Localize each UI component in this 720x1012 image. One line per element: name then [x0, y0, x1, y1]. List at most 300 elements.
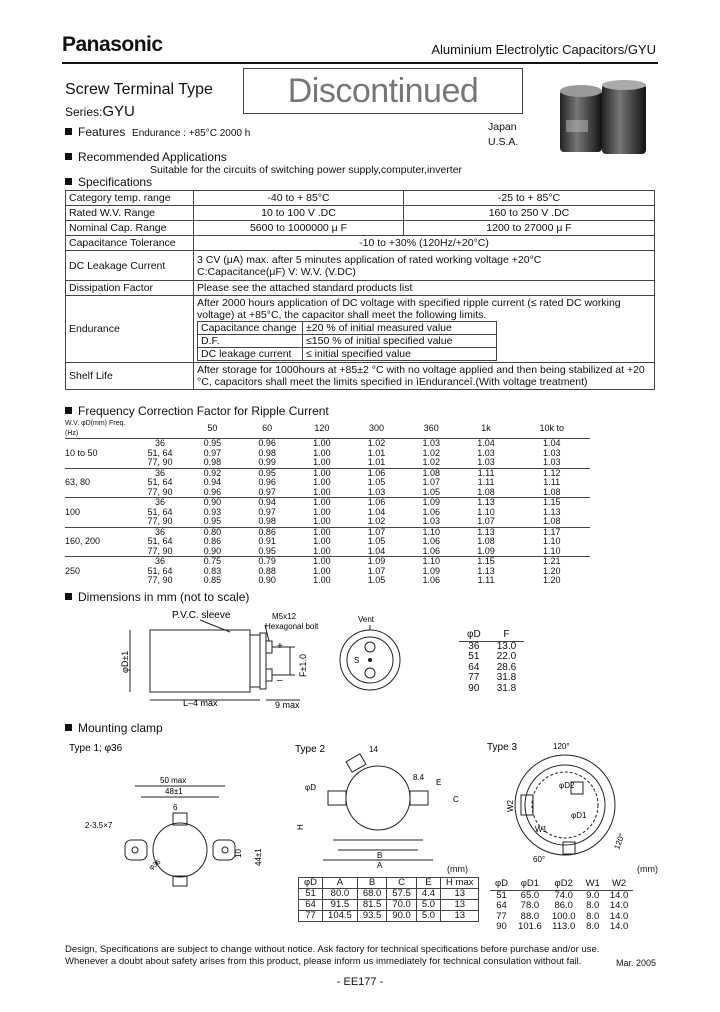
frequency-cell: 0.99: [258, 457, 276, 467]
frequency-cell: 1.07: [367, 565, 386, 576]
type3-outer-ring: [515, 755, 615, 855]
clamp-header: B: [357, 878, 387, 889]
frequency-cell: 1.03: [422, 438, 441, 448]
dimension-drawing: [120, 605, 450, 710]
footer-line2: Whenever a doubt about safety arises from this product, please inform us immediately for technical consulation without fail.: [65, 956, 582, 967]
terminal-bottom: [266, 669, 272, 681]
spec-row: [66, 281, 655, 296]
type1-hole-label: 2-3.5×7: [85, 821, 113, 830]
origin-usa: U.S.A.: [488, 136, 519, 148]
type-title: Screw Terminal Type: [65, 81, 213, 98]
spec-row: [66, 206, 655, 221]
frequency-header-row: [65, 419, 590, 439]
type2-dim-14: 14: [369, 745, 378, 754]
frequency-wv: [65, 498, 135, 508]
frequency-cell: 1.05: [422, 486, 441, 497]
clamp-type2-table: [298, 877, 479, 922]
frequency-cell: 1.02: [422, 457, 441, 467]
type1-dim-48: 48±1: [165, 787, 183, 796]
footer-date: Mar. 2005: [615, 958, 656, 968]
clamp-cell: 68.0: [357, 889, 387, 900]
frequency-cell: 1.00: [313, 447, 331, 458]
frequency-cell: 0.92: [185, 468, 240, 478]
frequency-row: [65, 576, 590, 586]
dimension-cell: 90: [468, 682, 480, 694]
type2-dim-84: 8.4: [413, 773, 425, 782]
spec-value: [194, 296, 655, 363]
spec-value: -40 to + 85°C: [194, 191, 404, 206]
type3-w2-label: W2: [506, 800, 515, 812]
frequency-cell: 1.03: [422, 516, 441, 526]
dimension-cell: 31.8: [496, 682, 517, 694]
discontinued-stamp: Discontinued: [243, 68, 523, 114]
clamp2-unit: (mm): [447, 864, 468, 874]
dimension-cell: 77: [468, 672, 480, 683]
clamp-cell: 13: [441, 911, 479, 922]
dc-leakage-line2: C:Capacitance(μF) V: W.V. (V.DC): [197, 265, 356, 278]
frequency-cell: 0.98: [258, 447, 276, 458]
frequency-dia: 51, 64: [147, 506, 173, 517]
clamp-row: [299, 889, 479, 900]
frequency-cell: 1.09: [404, 498, 459, 508]
clamp-header: φD: [299, 878, 323, 889]
frequency-cell: 1.02: [422, 447, 441, 458]
type3-angle-a: 120°: [553, 742, 570, 751]
frequency-cell: 1.08: [542, 486, 561, 497]
clamp-cell: 70.0: [387, 900, 417, 911]
clamp-cell: 8.0: [586, 900, 600, 911]
frequency-cell: 1.00: [313, 477, 331, 487]
dimension-cell: 64: [468, 661, 480, 673]
f-tolerance-label: F±1.0: [298, 654, 308, 677]
frequency-dia: 36: [135, 527, 185, 537]
frequency-dia: 36: [135, 498, 185, 508]
type3-w1-label: W1: [535, 825, 547, 834]
frequency-cell: 1.11: [543, 477, 561, 487]
dimension-cell: 13.0: [496, 640, 517, 652]
frequency-cell: 1.07: [349, 527, 404, 537]
frequency-cell: 1.04: [367, 545, 386, 556]
frequency-col-header: 120: [294, 419, 349, 439]
frequency-cell: 1.04: [367, 506, 386, 517]
frequency-dia: 36: [135, 468, 185, 478]
clamp-cell: 65.0: [520, 889, 540, 901]
clamp-header-row: [299, 878, 479, 889]
frequency-dia: 77, 90: [147, 486, 173, 497]
clamp-cell: 51: [299, 889, 323, 900]
frequency-cell: 1.09: [349, 557, 404, 567]
frequency-wv: 250: [65, 565, 81, 576]
frequency-dia: 36: [154, 438, 165, 448]
spec-label: Capacitance Tolerance: [66, 236, 194, 251]
series-line: [65, 103, 135, 120]
frequency-col-header: 60: [240, 419, 295, 439]
dimension-cell: 22.0: [496, 651, 517, 662]
endurance-value: ±20 % of initial measured value: [303, 322, 497, 335]
spec-label: Nominal Cap. Range: [66, 221, 194, 236]
frequency-cell: 1.10: [542, 536, 561, 546]
clamp-cell: 8.0: [586, 910, 600, 922]
frequency-cell: 1.05: [367, 536, 386, 546]
clamp-header: φD: [490, 879, 513, 890]
applications-text: Suitable for the circuits of switching power supply,computer,inverter: [150, 164, 463, 176]
frequency-cell: 1.00: [313, 506, 331, 517]
frequency-col-header: 10k to: [513, 419, 590, 439]
frequency-cell: 1.06: [422, 545, 441, 556]
bullet-square-icon: [65, 178, 72, 185]
endurance-item: D.F.: [198, 335, 303, 348]
endurance-item: DC leakage current: [198, 348, 303, 361]
frequency-cell: 1.04: [542, 438, 561, 448]
frequency-cell: 1.04: [477, 438, 495, 448]
frequency-cell: 1.02: [367, 516, 386, 526]
features-heading: [65, 125, 250, 139]
clamp-header: W2: [605, 879, 634, 890]
frequency-cell: 0.95: [240, 468, 295, 478]
clamp-header-row: [490, 879, 633, 890]
spec-label: Rated W.V. Range: [66, 206, 194, 221]
frequency-cell: 0.90: [185, 498, 240, 508]
type3-d1-label: φD1: [571, 811, 587, 820]
clamp-row: [299, 900, 479, 911]
terminal-top: [266, 641, 272, 653]
spec-row: [66, 363, 655, 390]
spec-label: Category temp. range: [66, 191, 194, 206]
clamp-header: φD2: [547, 879, 581, 890]
dimension-table: [459, 630, 524, 694]
clamp-cell: 64: [299, 900, 323, 911]
clamp-type3-table: [490, 879, 633, 933]
bullet-square-icon: [65, 724, 72, 731]
specifications-table: [65, 190, 655, 390]
clamp-type2-drawing: [293, 740, 463, 870]
spec-label: Dissipation Factor: [66, 281, 194, 296]
frequency-cell: 1.08: [477, 486, 495, 497]
frequency-row: [65, 439, 590, 449]
clamp-header: φD1: [513, 879, 547, 890]
frequency-cell: 1.05: [367, 477, 386, 487]
type2-b-label: B: [377, 851, 383, 860]
type1-dim-10: 10: [234, 849, 243, 858]
frequency-cell: 1.06: [349, 498, 404, 508]
type3-d2-label: φD2: [559, 781, 575, 790]
phi-d-label: φD±1: [120, 650, 130, 673]
frequency-cell: 1.00: [313, 545, 331, 556]
s-mark: S: [354, 656, 360, 665]
frequency-cell: 1.00: [294, 527, 349, 537]
clamp-cell: 113.0: [552, 921, 576, 932]
frequency-cell: 1.00: [294, 557, 349, 567]
frequency-col-header: 50: [185, 419, 240, 439]
type1-ring: [153, 823, 207, 877]
spec-row: [66, 191, 655, 206]
clamp-cell: 14.0: [609, 921, 629, 932]
type3-angle-60: 60°: [533, 855, 546, 864]
clamp-cell: 100.0: [551, 910, 576, 922]
frequency-cell: 0.98: [258, 516, 276, 526]
clamp-cell: 14.0: [609, 889, 629, 901]
frequency-cell: 1.00: [313, 536, 331, 546]
footer-line1: Design, Specifications are subject to change without notice. Ask factory for technical specifications before purchase and/or use.: [65, 944, 600, 955]
clamp-type3-drawing: [485, 740, 655, 875]
frequency-label: Frequency Correction Factor for Ripple Current: [78, 404, 329, 418]
frequency-cell: 1.06: [349, 468, 404, 478]
spec-row: [66, 221, 655, 236]
frequency-row: [65, 458, 590, 468]
frequency-wv: 160, 200: [65, 536, 101, 546]
frequency-cell: 1.03: [367, 486, 386, 497]
frequency-cell: 0.98: [203, 457, 222, 467]
frequency-row: [65, 498, 590, 508]
clamp3-unit: (mm): [637, 864, 658, 874]
frequency-cell: 0.97: [258, 506, 276, 517]
clamp-header: E: [416, 878, 440, 889]
type3-label: Type 3: [487, 742, 518, 753]
spec-value: After storage for 1000hours at +85±2 °C with no voltage applied and then being stabilized at +20 °C, capacitors shall meet the limits specified in ìEnduranceî.(With voltage treatment): [194, 363, 655, 390]
spec-row: [66, 251, 655, 281]
frequency-cell: 1.13: [459, 527, 514, 537]
clamp-type1-drawing: [65, 740, 265, 890]
frequency-cell: 0.95: [203, 516, 222, 526]
clamp-row: [490, 901, 633, 912]
dc-leakage-line1: 3 CV (μA) max. after 5 minutes application of rated working voltage +20°C: [197, 253, 542, 266]
frequency-cell: 1.17: [513, 527, 590, 537]
dimension-cell: 28.6: [496, 661, 517, 673]
frequency-col-header: 1k: [459, 419, 514, 439]
frequency-cell: 1.06: [422, 536, 441, 546]
frequency-cell: 0.85: [203, 575, 222, 585]
frequency-cell: 1.03: [542, 457, 561, 467]
dimension-header: φD: [459, 630, 489, 641]
frequency-cell: 0.91: [258, 536, 276, 546]
type1-dim-6: 6: [173, 803, 178, 812]
clamp-cell: 101.6: [518, 921, 542, 932]
frequency-wv: [65, 517, 135, 527]
dimension-header-row: [459, 630, 524, 641]
frequency-cell: 0.95: [203, 438, 222, 448]
specifications-label: Specifications: [78, 175, 153, 189]
frequency-cell: 0.96: [258, 477, 276, 487]
features-text: Endurance : +85°C 2000 h: [132, 128, 251, 139]
clamp-cell: 51: [496, 889, 507, 901]
applications-label: Recommended Applications: [78, 150, 227, 164]
series-name: GYU: [102, 103, 135, 120]
frequency-wv: [65, 439, 135, 449]
mounting-label: Mounting clamp: [78, 721, 163, 735]
bullet-square-icon: [65, 153, 72, 160]
frequency-row: [65, 488, 590, 498]
frequency-cell: 1.00: [313, 457, 331, 467]
origin-list: [488, 120, 518, 150]
mounting-heading: [65, 721, 163, 735]
footer-notice: [65, 944, 599, 968]
specifications-heading: [65, 175, 152, 189]
capacitor-photo: [552, 80, 652, 160]
frequency-col-header: 360: [404, 419, 459, 439]
frequency-dia: 77, 90: [147, 575, 173, 585]
pvc-sleeve-label: P.V.C. sleeve: [172, 610, 231, 621]
clamp-cell: 5.0: [416, 900, 440, 911]
frequency-cell: 1.08: [477, 536, 495, 546]
frequency-cell: 1.00: [313, 438, 331, 448]
clamp-cell: 86.0: [554, 900, 573, 911]
dimension-row: [459, 652, 524, 663]
frequency-dia: 77, 90: [147, 545, 173, 556]
endurance-limits-table: [197, 321, 497, 361]
frequency-wv: [65, 576, 135, 586]
page-number: - EE177 -: [336, 976, 384, 988]
frequency-cell: 1.12: [513, 468, 590, 478]
frequency-cell: 0.86: [203, 536, 222, 546]
frequency-cell: 0.93: [203, 506, 222, 517]
clamp-header: H max: [441, 878, 479, 889]
frequency-cell: 0.97: [203, 447, 222, 458]
frequency-cell: 1.01: [367, 447, 386, 458]
capacitor-body-outline: [150, 630, 250, 692]
frequency-cell: 0.83: [203, 565, 222, 576]
clamp-cell: 9.0: [586, 889, 600, 901]
frequency-cell: 1.10: [404, 527, 459, 537]
frequency-cell: 1.00: [313, 575, 331, 585]
origin-japan: Japan: [488, 121, 517, 133]
bullet-square-icon: [65, 593, 72, 600]
endurance-value: ≤ initial specified value: [303, 348, 497, 361]
frequency-cell: 1.06: [422, 506, 441, 517]
document-title: Aluminium Electrolytic Capacitors/GYU: [431, 42, 656, 57]
frequency-cell: 1.13: [477, 565, 495, 576]
dimensions-heading: [65, 590, 249, 604]
clamp-cell: 14.0: [609, 910, 629, 922]
type1-dim-50: 50 max: [160, 776, 187, 785]
frequency-cell: 1.11: [459, 468, 514, 478]
clamp-header: C: [387, 878, 417, 889]
bullet-square-icon: [65, 407, 72, 414]
frequency-cell: 0.75: [185, 557, 240, 567]
frequency-cell: 1.02: [367, 438, 386, 448]
applications-heading: [65, 150, 227, 164]
frequency-cell: 1.03: [542, 447, 561, 458]
frequency-cell: 0.80: [185, 527, 240, 537]
series-label: Series:: [65, 105, 103, 119]
clamp-cell: 90: [496, 921, 507, 932]
frequency-row: [65, 557, 590, 567]
frequency-dia: 51, 64: [147, 447, 173, 458]
frequency-cell: 0.96: [203, 486, 222, 497]
hex-bolt-label: Hexagonal bolt: [265, 622, 319, 631]
endurance-value: ≤150 % of initial specified value: [303, 335, 497, 348]
frequency-col-header: 300: [349, 419, 404, 439]
clamp-cell: 80.0: [323, 889, 358, 900]
type3-angle-b: 120°: [612, 832, 627, 851]
bolt-label: M5x12: [272, 612, 297, 621]
frequency-row: [65, 517, 590, 527]
frequency-wv: [65, 488, 135, 498]
type1-label: Type 1; φ36: [69, 743, 123, 754]
frequency-cell: 1.03: [477, 447, 495, 458]
type2-phid-label: φD: [305, 783, 316, 792]
frequency-cell: 1.05: [367, 575, 386, 585]
clamp-cell: 91.5: [323, 900, 358, 911]
frequency-cell: 0.90: [203, 545, 222, 556]
frequency-cell: 1.00: [294, 468, 349, 478]
frequency-cell: 1.09: [477, 545, 495, 556]
type2-a-label: A: [377, 861, 383, 870]
spec-value: 160 to 250 V .DC: [404, 206, 655, 221]
clamp-header: W1: [581, 879, 605, 890]
type1-dia-label: φ36: [148, 858, 163, 872]
frequency-cell: 1.09: [422, 565, 441, 576]
dimension-row: [459, 684, 524, 695]
frequency-cell: 0.90: [258, 575, 276, 585]
frequency-cell: 0.88: [258, 565, 276, 576]
spec-row: [66, 296, 655, 363]
frequency-wv: [65, 458, 135, 468]
clamp-cell: 93.5: [357, 911, 387, 922]
clamp-cell: 13: [441, 900, 479, 911]
clamp-cell: 8.0: [586, 921, 600, 932]
frequency-cell: 1.10: [542, 545, 561, 556]
dimension-row: [459, 673, 524, 684]
clamp-cell: 5.0: [416, 911, 440, 922]
frequency-heading: [65, 404, 329, 418]
frequency-cell: 0.97: [258, 486, 276, 497]
frequency-cell: 1.10: [404, 557, 459, 567]
vent-label: Vent: [358, 615, 375, 624]
frequency-cell: 1.20: [542, 575, 561, 585]
endurance-text: After 2000 hours application of DC voltage with specified ripple current (≤ rated DC working voltage) at +85°C, the capacitor shall meet the following limits.: [197, 297, 621, 321]
frequency-dia-header: [135, 419, 185, 439]
plus-mark: +: [277, 641, 283, 652]
corner-d: φD(mm): [81, 420, 108, 427]
frequency-wv: 100: [65, 506, 81, 517]
frequency-cell: 1.13: [542, 506, 561, 517]
frequency-cell: 1.00: [313, 486, 331, 497]
frequency-cell: 0.86: [240, 527, 295, 537]
frequency-cell: 1.08: [404, 468, 459, 478]
frequency-dia: 77, 90: [147, 457, 173, 467]
clamp-cell: 13: [441, 889, 479, 900]
frequency-cell: 1.21: [513, 557, 590, 567]
frequency-wv: 63, 80: [65, 477, 91, 487]
frequency-dia: 77, 90: [147, 516, 173, 526]
dimension-cell: 31.8: [496, 672, 517, 683]
corner-wv: W.V.: [65, 420, 80, 427]
frequency-cell: 1.20: [542, 565, 561, 576]
frequency-cell: 1.01: [367, 457, 386, 467]
dimension-cell: 51: [468, 651, 480, 662]
dimension-cell: 36: [468, 640, 480, 652]
frequency-cell: 1.08: [542, 516, 561, 526]
clamp-row: [490, 922, 633, 933]
frequency-cell: 1.00: [294, 498, 349, 508]
frequency-cell: 1.07: [477, 516, 495, 526]
frequency-row: [65, 547, 590, 557]
endurance-row: [198, 322, 497, 335]
clamp-row: [299, 911, 479, 922]
frequency-cell: 0.79: [240, 557, 295, 567]
endurance-row: [198, 335, 497, 348]
clamp-cell: 74.0: [554, 889, 573, 901]
clamp-cell: 4.4: [416, 889, 440, 900]
type2-e-label: E: [436, 778, 442, 787]
clamp-cell: 64: [496, 900, 507, 911]
frequency-dia: 51, 64: [147, 565, 173, 576]
clamp-cell: 77: [299, 911, 323, 922]
clamp-cell: 78.0: [520, 900, 540, 911]
frequency-wv: [65, 557, 135, 567]
header-rule: [62, 62, 658, 64]
frequency-corner: [65, 419, 135, 439]
